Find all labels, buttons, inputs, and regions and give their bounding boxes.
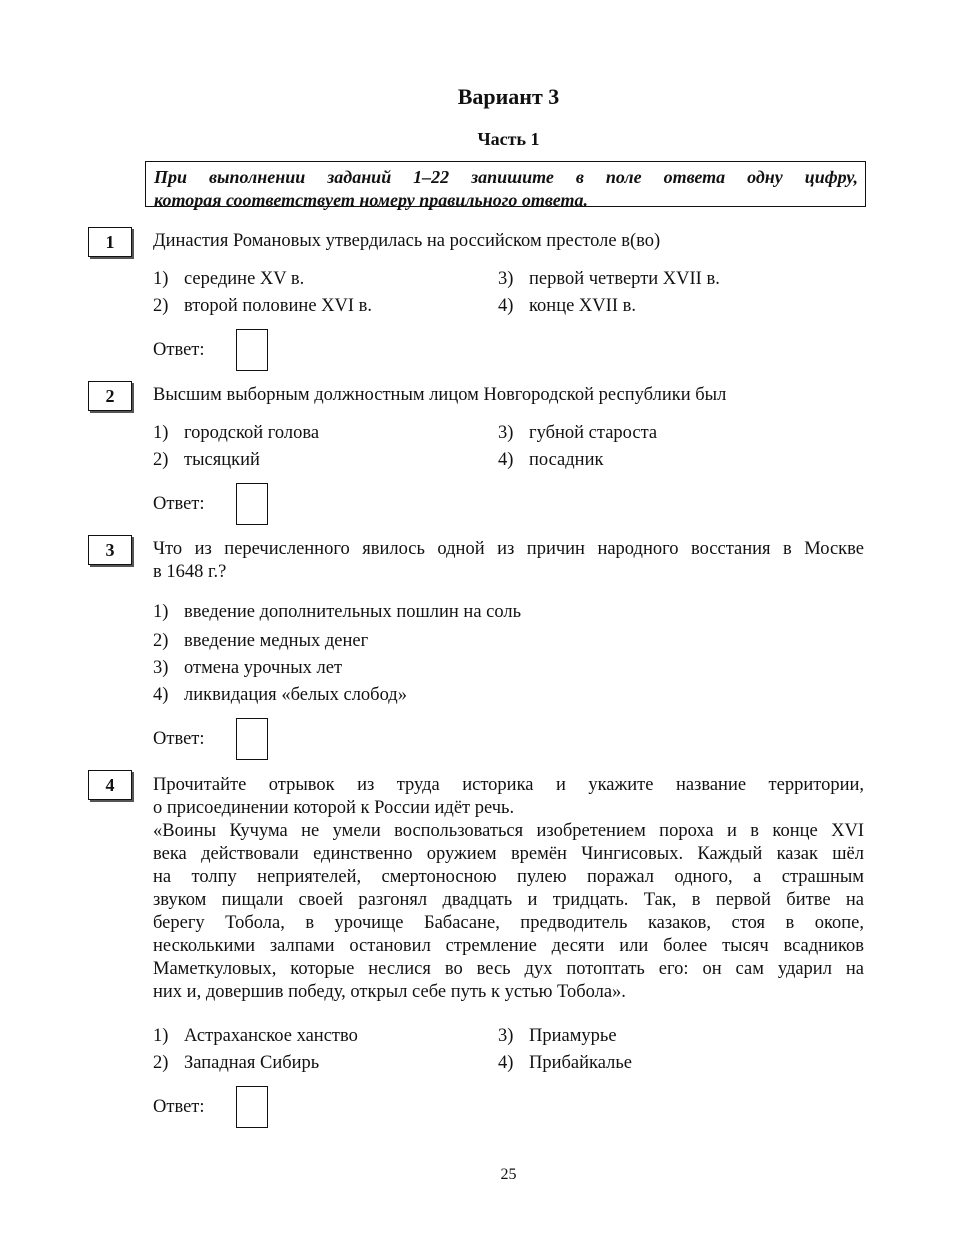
question-text-line: о присоединении которой к России идёт речь. <box>153 798 515 818</box>
answer-label: Ответ: <box>153 340 205 360</box>
option[interactable] <box>498 1052 632 1075</box>
option[interactable] <box>153 449 260 472</box>
option-number: 4) <box>498 450 514 470</box>
quote-line: «Воины Кучума не умели воспользоваться изобретением пороха и в конце XVI <box>153 821 864 841</box>
option-text: Прибайкалье <box>529 1053 632 1073</box>
option-text: ликвидация «белых слобод» <box>184 685 407 705</box>
option-number: 2) <box>153 631 169 651</box>
option[interactable] <box>153 268 304 291</box>
quote-line: на толпу неприятелей, смертоносною пулею поражал одного, а страшным <box>153 867 864 887</box>
question-text-line: Прочитайте отрывок из труда историка и укажите название территории, <box>153 775 864 795</box>
option-text: посадник <box>529 450 604 470</box>
option[interactable] <box>153 684 407 707</box>
answer-label: Ответ: <box>153 729 205 749</box>
option-text: конце XVII в. <box>529 296 636 316</box>
option-text: середине XV в. <box>184 269 305 289</box>
option-number: 2) <box>153 450 169 470</box>
answer-input[interactable] <box>236 718 268 760</box>
option-number: 1) <box>153 1026 169 1046</box>
option[interactable] <box>153 1052 319 1075</box>
option-number: 4) <box>153 685 169 705</box>
option-text: первой четверти XVII в. <box>529 269 720 289</box>
option-number: 3) <box>498 423 514 443</box>
option-text: отмена урочных лет <box>184 658 343 678</box>
question-number: 2 <box>88 381 132 411</box>
part-title: Часть 1 <box>477 129 540 149</box>
option[interactable] <box>153 1025 358 1048</box>
option-text: тысяцкий <box>184 450 260 470</box>
option[interactable] <box>498 295 636 318</box>
page-number: 25 <box>500 1166 517 1183</box>
option[interactable] <box>153 422 319 445</box>
question-text: Высшим выборным должностным лицом Новгородской республики был <box>153 385 727 405</box>
quote-line: них и, довершив победу, открыл себе путь к устью Тобола». <box>153 982 626 1002</box>
option-text: губной староста <box>529 423 658 443</box>
option-number: 1) <box>153 269 169 289</box>
option-text: Астраханское ханство <box>184 1026 358 1046</box>
answer-input[interactable] <box>236 329 268 371</box>
question-text: Династия Романовых утвердилась на российском престоле в(во) <box>153 231 661 251</box>
option-number: 2) <box>153 296 169 316</box>
question-text <box>153 774 864 1004</box>
instruction-line-2: которая соответствует номеру правильного ответа. <box>154 190 588 210</box>
quote-line: несколькими залпами остановил стремление десяти или более тысяч всадников <box>153 936 864 956</box>
page-title: Вариант 3 <box>457 84 560 109</box>
instruction-box <box>145 161 866 210</box>
option[interactable] <box>153 295 372 318</box>
quote-line: века действовали единственно оружием времён Чингисовых. Каждый казак шёл <box>153 844 864 864</box>
option[interactable] <box>498 422 657 445</box>
instruction-line-1: При выполнении заданий 1–22 запишите в поле ответа одну цифру, <box>154 167 858 187</box>
answer-input[interactable] <box>236 1086 268 1128</box>
option-text: Западная Сибирь <box>184 1053 320 1073</box>
option-text: второй половине XVI в. <box>184 296 373 316</box>
question-text <box>153 538 864 584</box>
option[interactable] <box>498 449 603 472</box>
answer-input[interactable] <box>236 483 268 525</box>
question-number: 1 <box>88 227 132 257</box>
question-number: 4 <box>88 770 132 800</box>
option[interactable] <box>153 657 342 680</box>
option-text: городской голова <box>184 423 320 443</box>
option-number: 3) <box>498 1026 514 1046</box>
answer-label: Ответ: <box>153 494 205 514</box>
option[interactable] <box>498 268 720 291</box>
option-number: 3) <box>498 269 514 289</box>
question-text-line: в 1648 г.? <box>153 562 227 582</box>
answer-label: Ответ: <box>153 1097 205 1117</box>
option[interactable] <box>153 630 368 653</box>
quote-line: берегу Тобола, в урочище Бабасане, предводитель казаков, стоя в окопе, <box>153 913 864 933</box>
option-number: 1) <box>153 602 169 622</box>
option-number: 2) <box>153 1053 169 1073</box>
option-text: введение дополнительных пошлин на соль <box>184 602 522 622</box>
option-number: 4) <box>498 1053 514 1073</box>
option-number: 3) <box>153 658 169 678</box>
question-number: 3 <box>88 535 132 565</box>
option-text: введение медных денег <box>184 631 369 651</box>
question-text-line: Что из перечисленного явилось одной из причин народного восстания в Москве <box>153 539 864 559</box>
option-text: Приамурье <box>529 1026 617 1046</box>
quote-line: Маметкуловых, которые неслися во весь дух потоптать его: он сам ударил на <box>153 959 864 979</box>
quote-line: звуком пищали своей разгонял двадцать и тридцать. Так, в первой битве на <box>153 890 864 910</box>
option-number: 1) <box>153 423 169 443</box>
option[interactable] <box>498 1025 617 1048</box>
option-number: 4) <box>498 296 514 316</box>
option[interactable] <box>153 601 521 624</box>
